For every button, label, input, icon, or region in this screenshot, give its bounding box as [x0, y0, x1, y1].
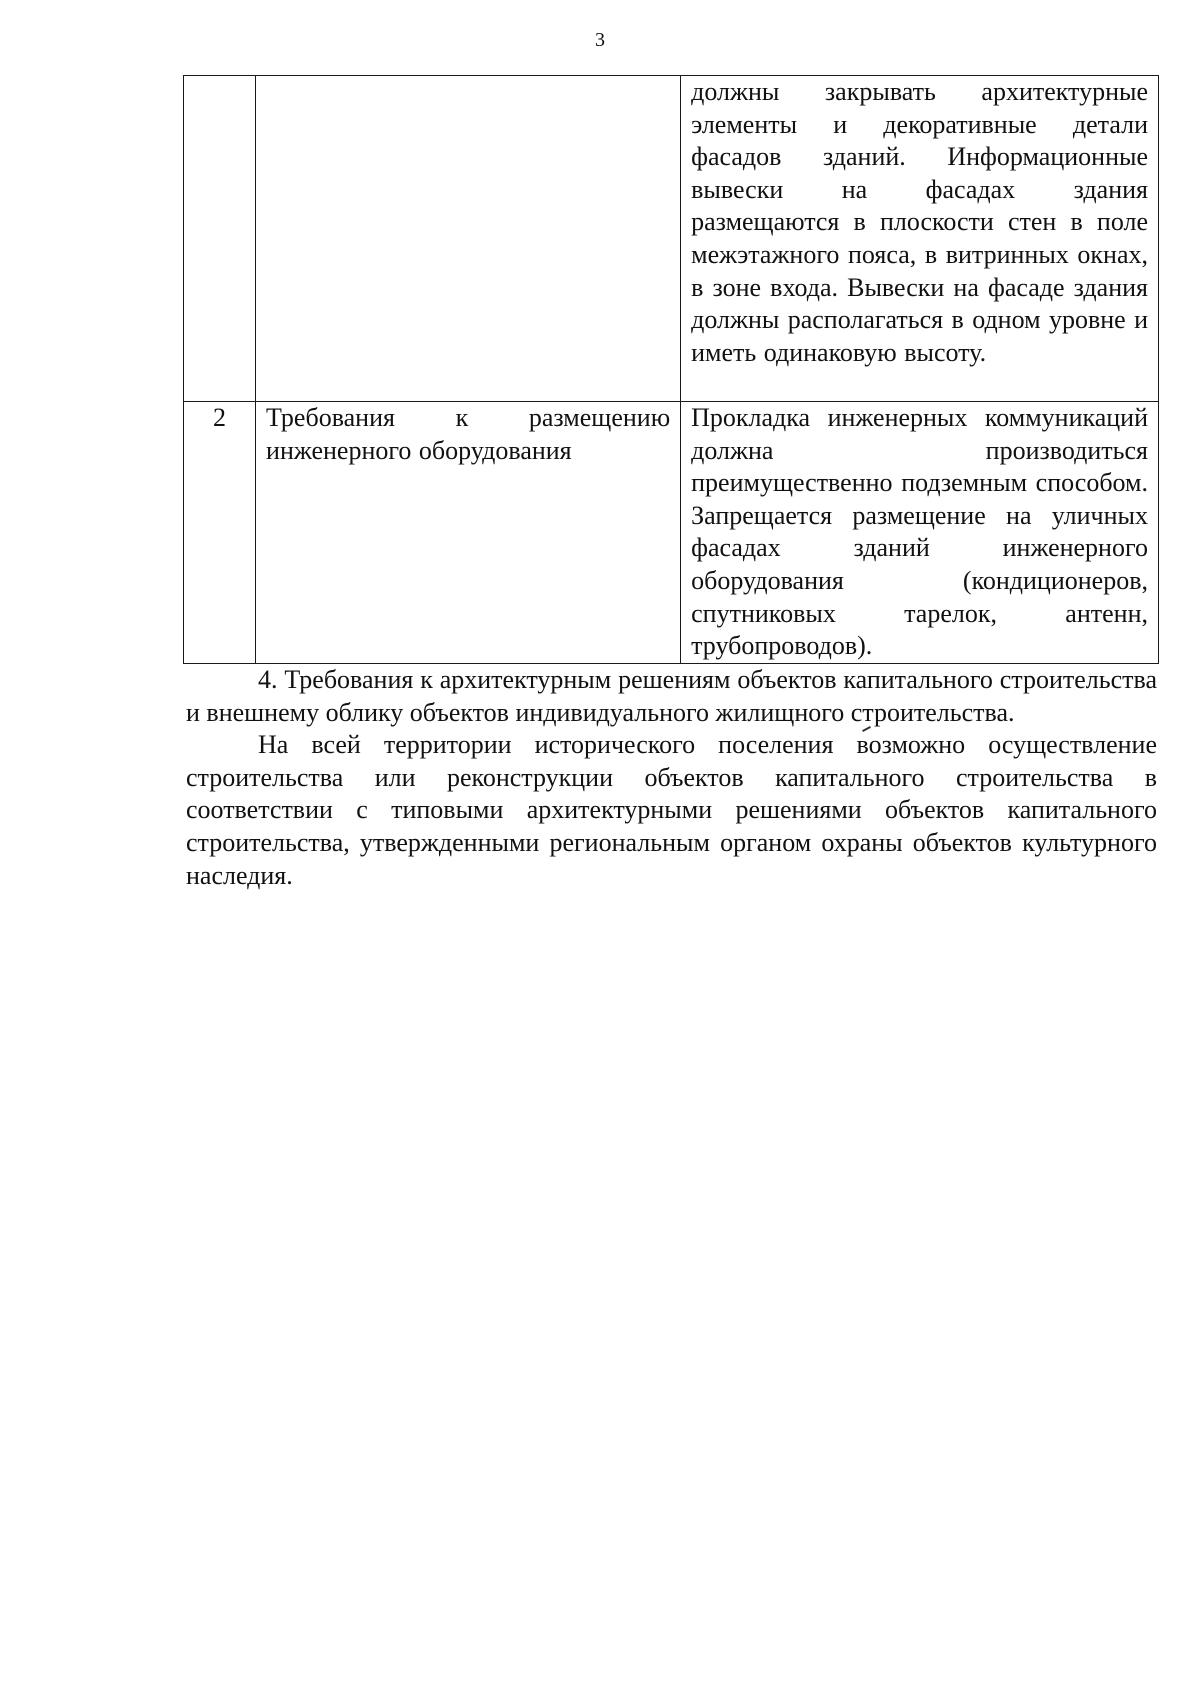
body-text: [186, 664, 1157, 892]
row-number-cell: 2: [184, 402, 256, 664]
requirement-title: Требования к размещению инженерного оборудования: [266, 403, 671, 465]
page-number: 3: [595, 29, 605, 51]
requirement-title-cell: [256, 402, 681, 664]
row-number-cell: [184, 76, 256, 402]
requirements-table: [183, 75, 1159, 664]
section-heading-paragraph: 4. Требования к архитектурным решениям объектов капитального строительства и внешнему облику объектов индивидуального жилищного строительства.: [186, 665, 1157, 727]
requirement-text: Прокладка инженерных коммуникаций должна производиться преимущественно подземным способом. Запрещается размещение на уличных фасадах зданий инженерного оборудования (кондиционеров, спутниковых тарелок, антенн, трубопроводов).: [691, 403, 1148, 661]
requirement-title-cell: [256, 76, 681, 402]
requirement-text: должны закрывать архитектурные элементы и декоративные детали фасадов зданий. Информационные вывески на фасадах здания размещаются в плоскости стен в поле межэтажного пояса, в витринных окнах, в зоне входа. Вывески на фасаде здания должны располагаться в одном уровне и иметь одинаковую высоту.: [691, 77, 1148, 367]
requirement-text-cell: [681, 402, 1159, 664]
table-row: [184, 76, 1159, 402]
requirement-text-cell: [681, 76, 1159, 402]
table-row: [184, 402, 1159, 664]
body-paragraph: На всей территории исторического поселения возможно осуществление строительства или реконструкции объектов капитального строительства в соответствии с типовыми архитектурными решениями объектов капитального строительства, утвержденными региональным органом охраны объектов культурного наследия.: [186, 730, 1157, 890]
